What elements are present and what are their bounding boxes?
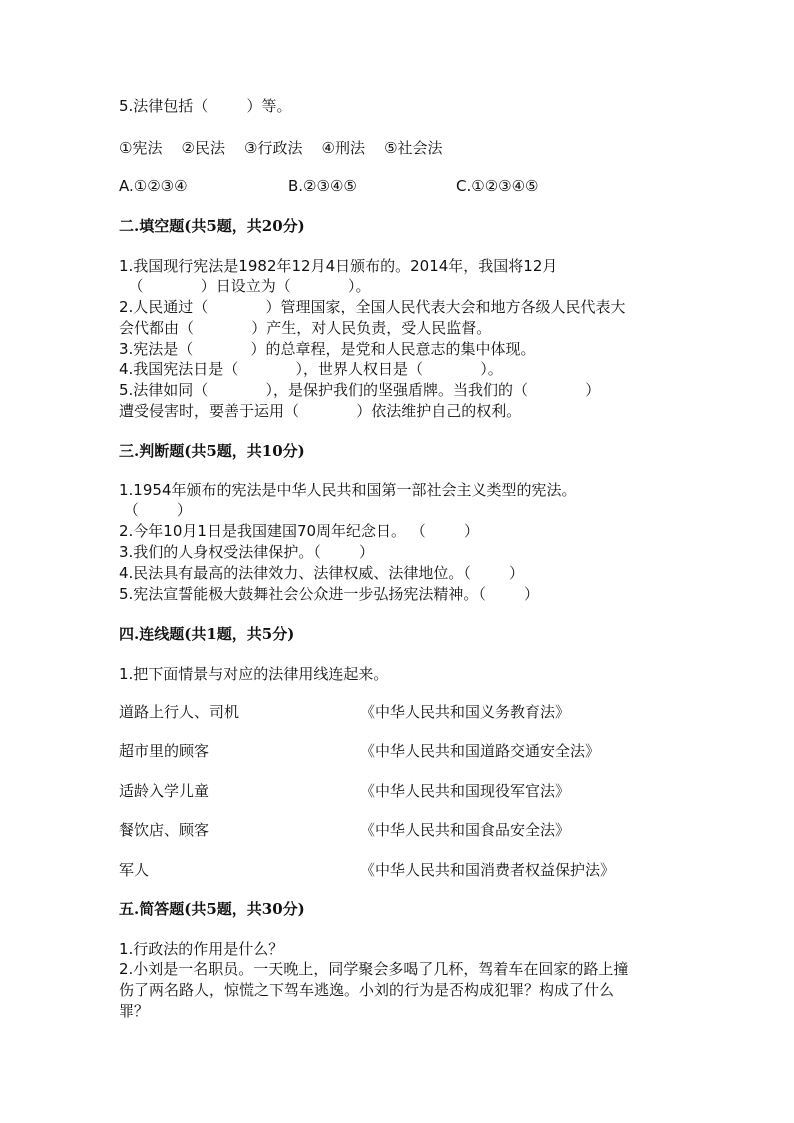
q5-option-b: B.②③④⑤: [288, 177, 357, 195]
match-question: 1.把下面情景与对应的法律用线连起来。: [119, 665, 389, 683]
short-answer-line: 伤了两名路人，惊慌之下驾车逃逸。小刘的行为是否构成犯罪？构成了什么: [119, 981, 615, 999]
match-right-item: 《中华人民共和国现役军官法》: [360, 782, 571, 800]
match-left-item: 道路上行人、司机: [119, 703, 240, 721]
section5-heading: 五.简答题(共5题，共30分): [119, 900, 305, 918]
section4-heading: 四.连线题(共1题，共5分): [119, 625, 295, 643]
match-right-item: 《中华人民共和国义务教育法》: [360, 703, 571, 721]
short-answer-line: 1.行政法的作用是什么？: [119, 940, 284, 958]
q5-items: ①宪法 ②民法 ③行政法 ④刑法 ⑤社会法: [119, 139, 443, 157]
fill-line: 2.人民通过（ ）管理国家，全国人民代表大会和地方各级人民代表大: [119, 298, 626, 316]
section2-heading: 二.填空题(共5题，共20分): [119, 217, 305, 235]
fill-line: 1.我国现行宪法是1982年12月4日颁布的。2014年，我国将12月: [119, 257, 558, 275]
match-left-item: 军人: [119, 861, 150, 879]
section3-heading: 三.判断题(共5题，共10分): [119, 442, 305, 460]
q5-option-c: C.①②③④⑤: [456, 177, 539, 195]
fill-line: 遭受侵害时，要善于运用（ ）依法维护自己的权利。: [119, 402, 522, 420]
fill-line: 3.宪法是（ ）的总章程，是党和人民意志的集中体现。: [119, 340, 536, 358]
judge-line: 5.宪法宣誓能极大鼓舞社会公众进一步弘扬宪法精神。（ ）: [119, 585, 539, 603]
short-answer-line: 罪？: [119, 1002, 150, 1020]
fill-line: （ ）日设立为（ ）。: [119, 277, 371, 295]
judge-line: 3.我们的人身权受法律保护。（ ）: [119, 543, 374, 561]
judge-line: （ ）: [119, 501, 192, 519]
q5-stem: 5.法律包括（ ）等。: [119, 97, 292, 115]
fill-line: 5.法律如同（ ），是保护我们的坚强盾牌。当我们的（ ）: [119, 381, 601, 399]
judge-line: 2.今年10月1日是我国建国70周年纪念日。 （ ）: [119, 522, 479, 540]
match-right-item: 《中华人民共和国道路交通安全法》: [360, 742, 601, 760]
match-left-item: 超市里的顾客: [119, 742, 210, 760]
match-right-item: 《中华人民共和国消费者权益保护法》: [360, 861, 616, 879]
match-left-item: 餐饮店、顾客: [119, 821, 210, 839]
judge-line: 4.民法具有最高的法律效力、法律权威、法律地位。（ ）: [119, 564, 524, 582]
match-right-item: 《中华人民共和国食品安全法》: [360, 821, 571, 839]
short-answer-line: 2.小刘是一名职员。一天晚上，同学聚会多喝了几杯，驾着车在回家的路上撞: [119, 960, 629, 978]
fill-line: 会代都由（ ）产生，对人民负责，受人民监督。: [119, 319, 492, 337]
judge-line: 1.1954年颁布的宪法是中华人民共和国第一部社会主义类型的宪法。: [119, 481, 577, 499]
fill-line: 4.我国宪法日是（ ），世界人权日是（ ）。: [119, 360, 503, 378]
q5-option-a: A.①②③④: [119, 177, 188, 195]
match-left-item: 适龄入学儿童: [119, 782, 210, 800]
